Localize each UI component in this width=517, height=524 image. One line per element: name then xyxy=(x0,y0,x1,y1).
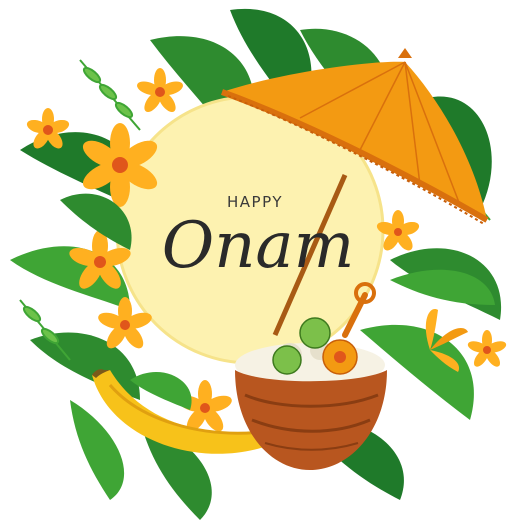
flower-icon xyxy=(135,68,184,115)
greeting-subtitle: HAPPY xyxy=(227,193,283,211)
greeting-title: Onam xyxy=(161,209,355,283)
flower-icon xyxy=(466,330,507,369)
